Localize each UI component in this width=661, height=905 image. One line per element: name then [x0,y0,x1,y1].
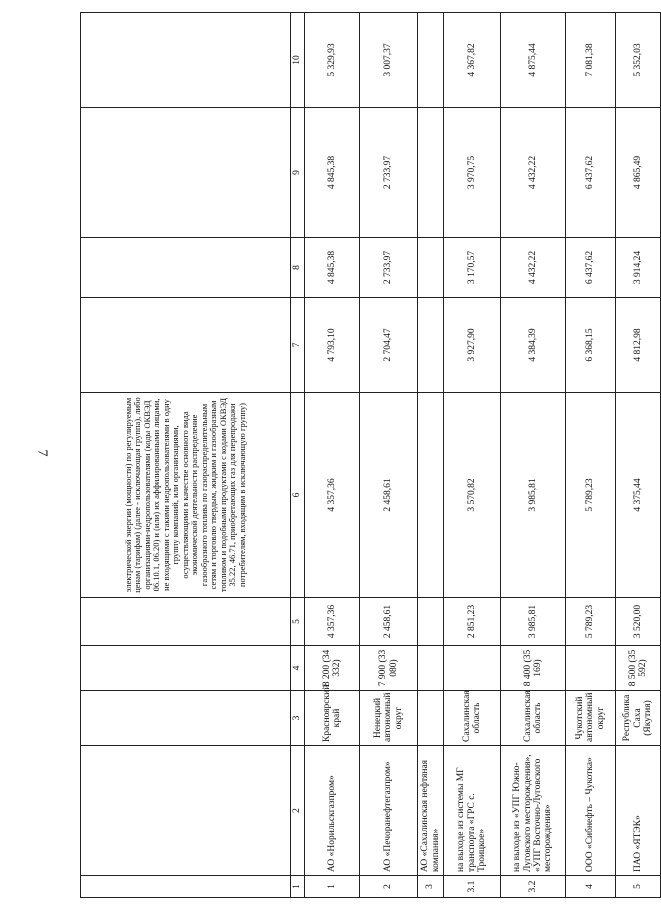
table-cell-c10: 4 367,82 [444,13,501,108]
table-cell-c5: 3 520,00 [616,598,661,646]
table-cell-no: 3.1 [444,876,501,898]
column-number-row [291,13,305,898]
table-cell-name: АО «Печоранефтегазпром» [360,746,418,876]
table-row [501,13,566,898]
table-cell-empty [81,691,291,746]
table-cell-c6: 3 985,81 [501,393,566,598]
table-cell-c5 [418,598,444,646]
table-cell-no: 5 [616,876,661,898]
table-cell-name: АО «Норильскгазпром» [305,746,360,876]
table-cell-region: Ненецкий автономный округ [360,691,418,746]
table-cell-c9: 4 432,22 [501,108,566,238]
table-cell-c10: 5 352,03 [616,13,661,108]
table-cell-name: АО «Сахалинская нефтяная компания» [418,746,444,876]
table-cell-c4: 8 500 (35 592) [616,646,661,691]
table-cell-no: 1 [305,876,360,898]
table-cell-c9: 2 733,97 [360,108,418,238]
table-cell-region: Сахалинская область [501,691,566,746]
table-cell-empty [81,298,291,393]
column-number: 9 [291,108,305,238]
table-row [305,13,360,898]
column-number: 1 [291,876,305,898]
table-cell-c4: 8 400 (35 169) [501,646,566,691]
column-number: 2 [291,746,305,876]
table-cell-c8: 4 845,38 [305,238,360,298]
table-cell-empty [81,876,291,898]
table-cell-c4 [444,646,501,691]
column-number: 3 [291,691,305,746]
table-cell-c8: 4 432,22 [501,238,566,298]
column-number: 7 [291,298,305,393]
table-cell-c5: 4 357,36 [305,598,360,646]
table-cell-c9: 6 437,62 [566,108,616,238]
table-cell-c6: 3 570,82 [444,393,501,598]
table-cell-c6: 5 789,23 [566,393,616,598]
table-row [566,13,616,898]
table-cell-c4 [418,646,444,691]
table-cell-c8: 3 170,57 [444,238,501,298]
table-cell-no: 4 [566,876,616,898]
table-cell-c6: 4 357,36 [305,393,360,598]
table-cell-c5: 2 458,61 [360,598,418,646]
table-cell-empty [81,746,291,876]
table-row [444,13,501,898]
table-cell-c5: 3 985,81 [501,598,566,646]
tariff-table [80,12,661,898]
table-cell-c4: 8 200 (34 332) [305,646,360,691]
table-cell-no: 3 [418,876,444,898]
table-cell-c7: 3 927,90 [444,298,501,393]
table-cell-c10: 3 007,37 [360,13,418,108]
table-cell-c10: 5 329,93 [305,13,360,108]
column-number: 4 [291,646,305,691]
header-continuation-row [81,13,291,898]
table-cell-region: Республика Саха (Якутия) [616,691,661,746]
column-number: 8 [291,238,305,298]
table-cell-c7: 2 704,47 [360,298,418,393]
table-cell-c6: 2 458,61 [360,393,418,598]
table-cell-c5: 5 789,23 [566,598,616,646]
table-cell-c9: 3 970,75 [444,108,501,238]
table-cell-name: ПАО «ЯТЭК» [616,746,661,876]
table-cell-name: ООО «Сибнефть – Чукотка» [566,746,616,876]
table-cell-c7: 4 793,10 [305,298,360,393]
table-cell-c4 [566,646,616,691]
table-cell-region: Чукотский автономный округ [566,691,616,746]
table-cell-empty [81,108,291,238]
criteria-text: электрической энергии (мощности) по регулируемым ценам (тарифам) (далее - исключающая группа), либо организациями-недропользователями (коды ОКВЭД 06.10.1, 06.20) и (или) их аффилированными лицами, не входящими с такими недропользователями в одну группу компаний, или организациями, осуществляющими в качестве основного вида экономической деятельности распределение газообразного топлива по газораспределительным сетям и торговлю твердым, жидким и газообразным топливом и подобными продуктами с кодами ОКВЭД 35.22, 46.71, приобретающих газ для перепродажи потребителям, входящим в исключающую группу) [81,393,291,598]
table-row [418,13,444,898]
table-cell-c10: 7 081,38 [566,13,616,108]
table-row [360,13,418,898]
table-cell-c6 [418,393,444,598]
table-cell-name: на выходе из «УПГ Южно-Луговского месторождения», «УПГ Восточно-Луговского месторождения» [501,746,566,876]
column-number: 10 [291,13,305,108]
table-cell-empty [81,238,291,298]
table-cell-region: Красноярский край [305,691,360,746]
table-cell-region [418,691,444,746]
table-cell-name: на выходе из системы МГ транспорта «ГРС с. Троицкое» [444,746,501,876]
table-cell-c7: 4 384,39 [501,298,566,393]
table-cell-c7 [418,298,444,393]
table-cell-empty [81,646,291,691]
table-cell-empty [81,13,291,108]
table-cell-c9: 4 845,38 [305,108,360,238]
column-number: 6 [291,393,305,598]
table-cell-c8 [418,238,444,298]
table-cell-c9 [418,108,444,238]
table-cell-c8: 2 733,97 [360,238,418,298]
table-cell-c7: 4 812,98 [616,298,661,393]
table-cell-c10 [418,13,444,108]
table-cell-c5: 2 851,23 [444,598,501,646]
table-cell-c9: 4 865,49 [616,108,661,238]
table-cell-c8: 6 437,62 [566,238,616,298]
table-cell-no: 3.2 [501,876,566,898]
page-number: 7 [34,449,50,457]
table-cell-c10: 4 875,44 [501,13,566,108]
table-cell-c8: 3 914,24 [616,238,661,298]
rotated-table-wrapper [80,13,654,898]
table-cell-empty [81,598,291,646]
table-cell-region: Сахалинская область [444,691,501,746]
table-cell-c6: 4 375,44 [616,393,661,598]
table-cell-no: 2 [360,876,418,898]
table-row [616,13,661,898]
table-cell-c7: 6 368,15 [566,298,616,393]
table-cell-c4: 7 900 (33 080) [360,646,418,691]
column-number: 5 [291,598,305,646]
